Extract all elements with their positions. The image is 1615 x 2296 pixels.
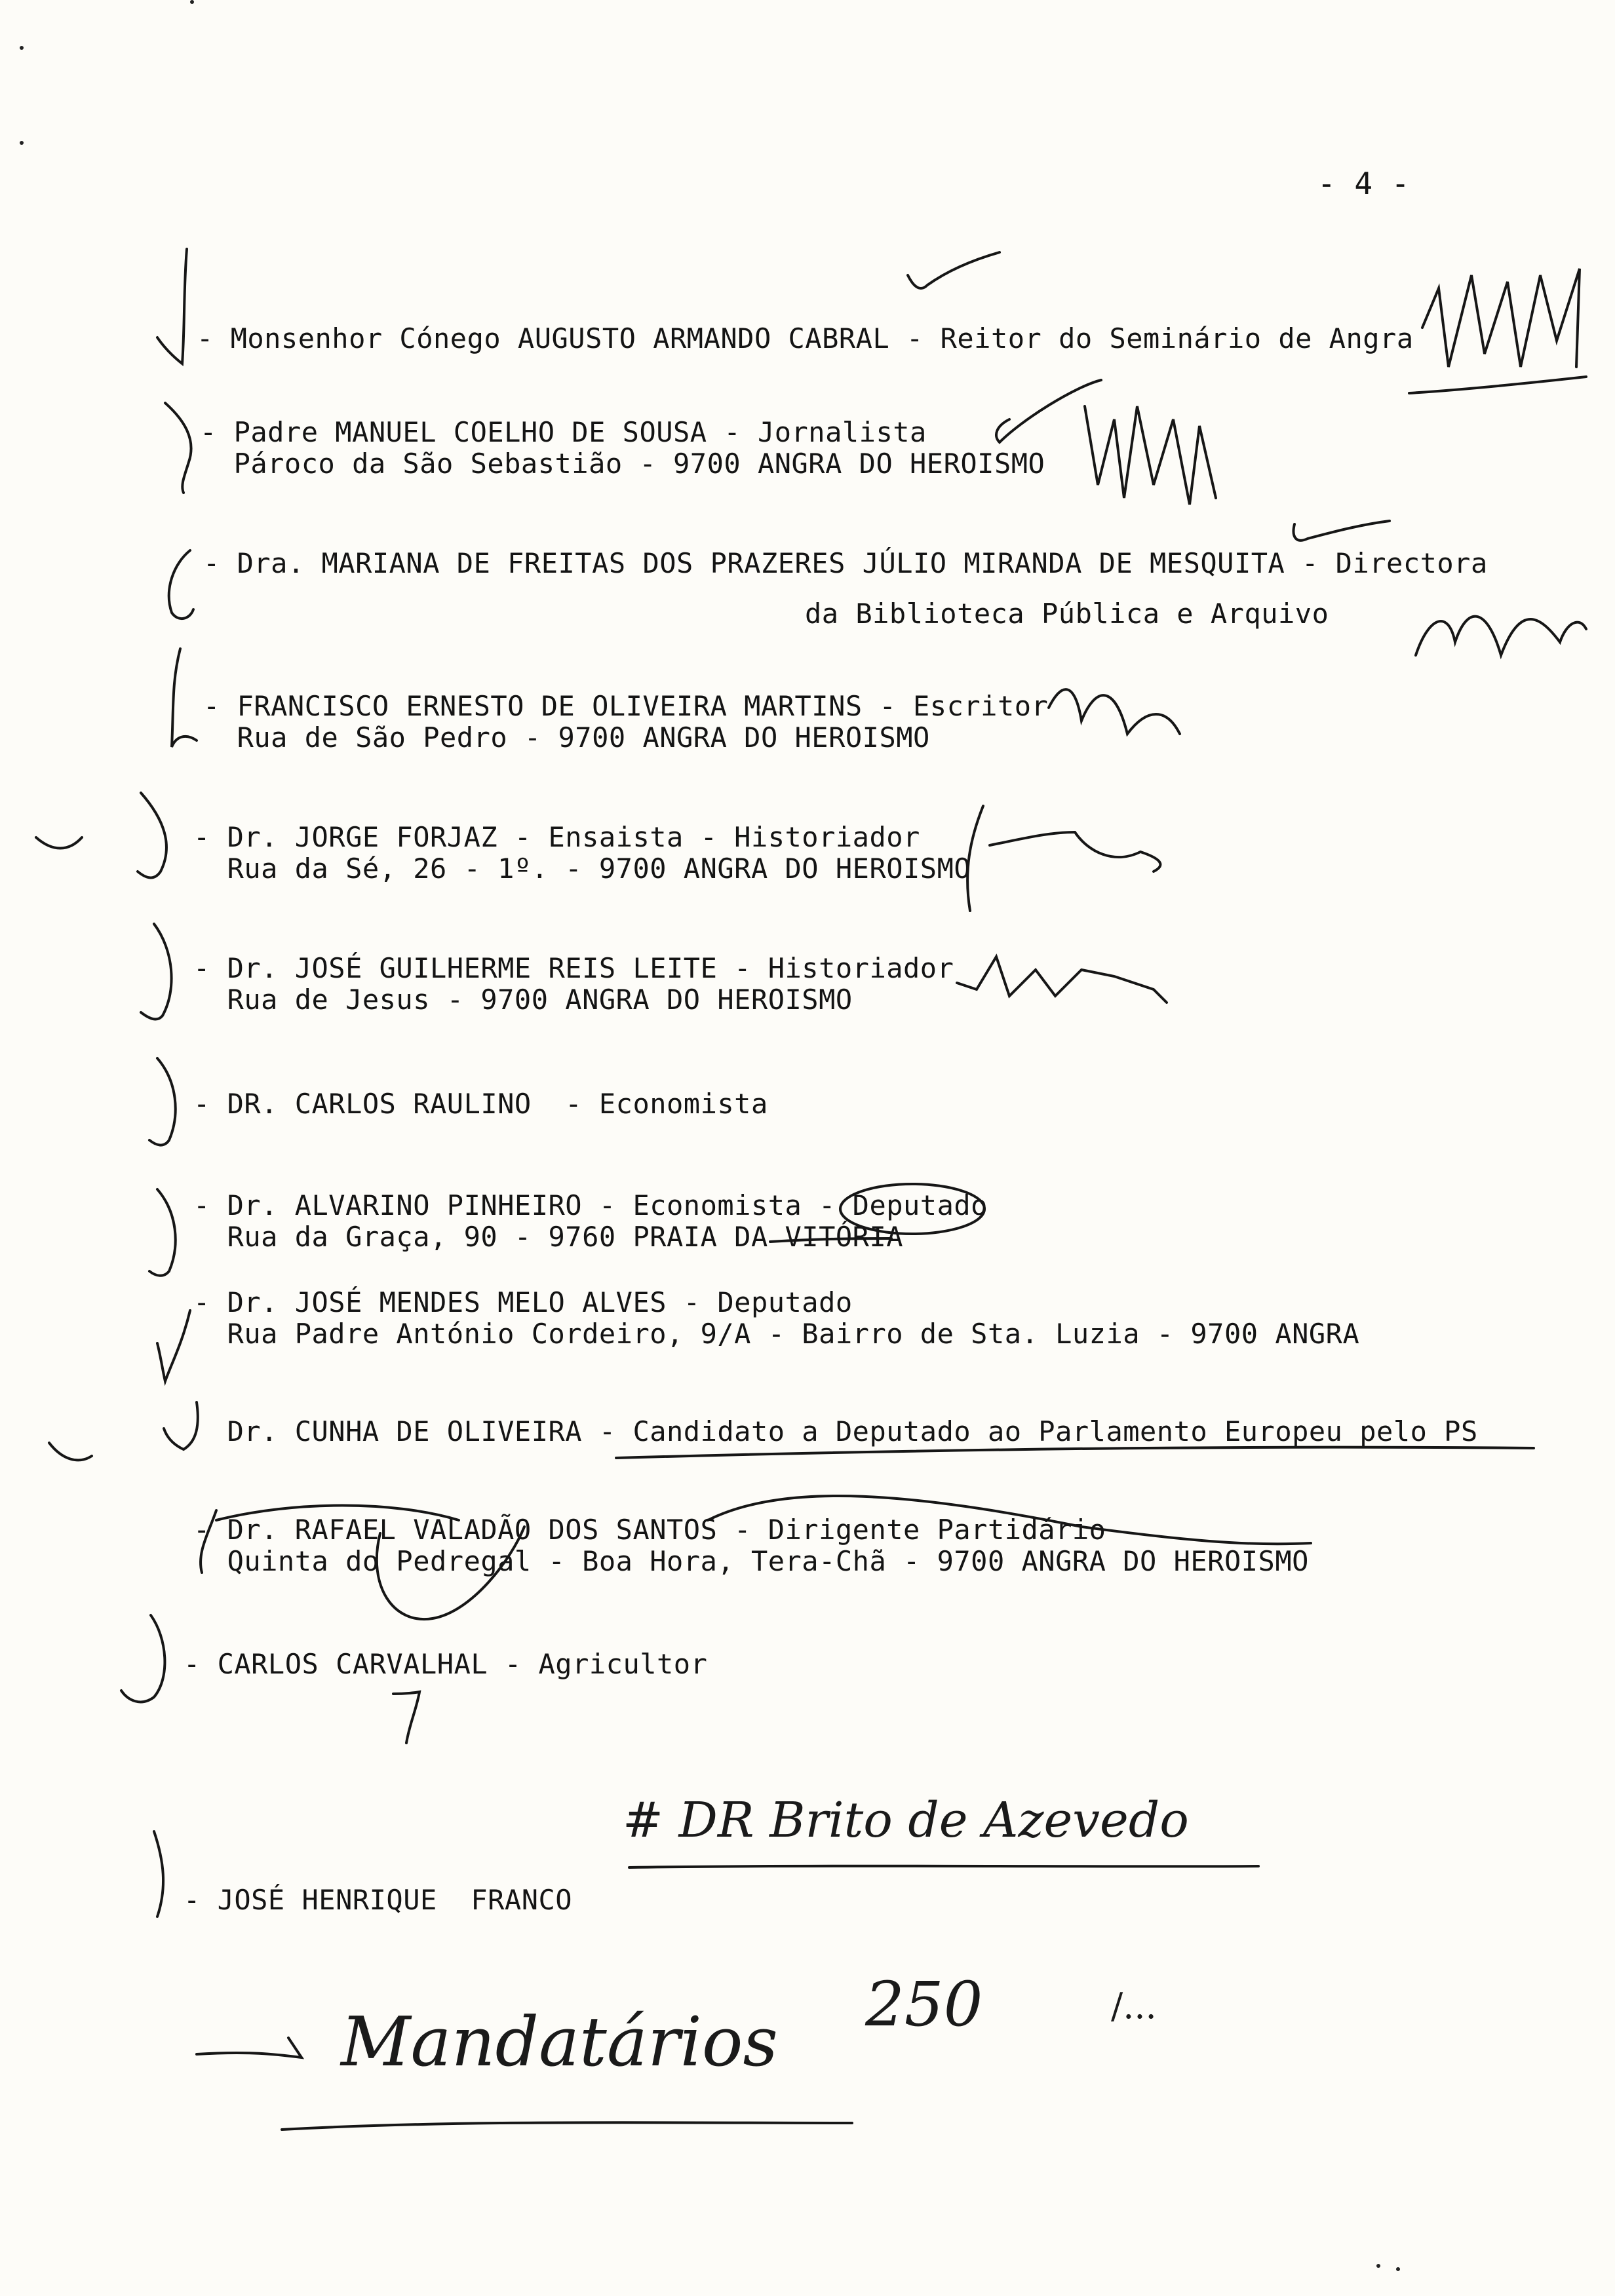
signature xyxy=(967,806,1160,911)
entry-6-line-2: Rua de Jesus - 9700 ANGRA DO HEROISMO xyxy=(193,984,853,1016)
margin-bracket xyxy=(141,924,172,1019)
ink-dot xyxy=(190,0,194,4)
entry-3-line-1: - Dra. MARIANA DE FREITAS DOS PRAZERES JÚLIO MIRANDA DE MESQUITA - Directora xyxy=(203,547,1488,579)
underline xyxy=(629,1866,1258,1867)
check-mark xyxy=(996,380,1101,442)
margin-bracket xyxy=(138,793,166,877)
entry-3-line-2: da Biblioteca Pública e Arquivo xyxy=(805,598,1329,630)
entry-13-line-1: - JOSÉ HENRIQUE FRANCO xyxy=(184,1884,573,1916)
check-mark xyxy=(908,252,1000,288)
arrow-mark xyxy=(197,2038,302,2057)
entry-4-line-2: Rua de São Pedro - 9700 ANGRA DO HEROISMO xyxy=(203,721,930,754)
entry-9-line-1: - Dr. JOSÉ MENDES MELO ALVES - Deputado xyxy=(193,1286,853,1318)
mark-seven xyxy=(393,1692,419,1743)
margin-bracket xyxy=(121,1615,165,1702)
entry-1-line-1: - Monsenhor Cónego AUGUSTO ARMANDO CABRAL - Reitor do Seminário de Angra xyxy=(197,322,1414,354)
signature xyxy=(1416,617,1586,655)
margin-bracket xyxy=(149,1058,176,1145)
entry-11-line-2: Quinta do Pedregal - Boa Hora, Tera-Chã - 9700 ANGRA DO HEROISMO xyxy=(193,1545,1309,1577)
signature xyxy=(1049,689,1180,734)
continuation-mark: /... xyxy=(1111,1985,1157,2027)
signature xyxy=(1422,269,1580,367)
margin-bracket xyxy=(149,1189,176,1276)
page-number: - 4 - xyxy=(1317,166,1410,201)
entry-11-line-1: - Dr. RAFAEL VALADÃO DOS SANTOS - Dirigente Partidário xyxy=(193,1514,1106,1546)
entry-12-line-1: - CARLOS CARVALHAL - Agricultor xyxy=(184,1648,708,1680)
handwritten-note-number: 250 xyxy=(865,1969,983,2040)
entry-6-line-1: - Dr. JOSÉ GUILHERME REIS LEITE - Historiador xyxy=(193,952,954,984)
margin-bracket xyxy=(154,1831,163,1917)
entry-5-line-2: Rua da Sé, 26 - 1º. - 9700 ANGRA DO HEROISMO xyxy=(193,852,971,885)
entry-8-line-2: Rua da Graça, 90 - 9760 PRAIA DA VITÓRIA xyxy=(193,1221,904,1253)
margin-bracket xyxy=(157,249,187,364)
ink-dot xyxy=(20,46,24,50)
entry-9-line-2: Rua Padre António Cordeiro, 9/A - Bairro de Sta. Luzia - 9700 ANGRA xyxy=(193,1318,1360,1350)
entry-10-line-1: Dr. CUNHA DE OLIVEIRA - Candidato a Deputado ao Parlamento Europeu pelo PS xyxy=(193,1415,1478,1447)
margin-bracket xyxy=(157,1311,190,1381)
margin-bracket xyxy=(169,550,193,619)
underline xyxy=(616,1447,1534,1458)
entry-2-line-1: - Padre MANUEL COELHO DE SOUSA - Jornalista xyxy=(200,416,927,448)
signature xyxy=(1409,377,1586,393)
check-mark xyxy=(1294,521,1390,541)
entry-2-line-2: Pároco da São Sebastião - 9700 ANGRA DO HEROISMO xyxy=(200,448,1045,480)
margin-bracket xyxy=(172,649,197,747)
entry-8-line-1: - Dr. ALVARINO PINHEIRO - Economista - Deputado xyxy=(193,1189,988,1221)
margin-bracket xyxy=(36,837,82,849)
entry-4-line-1: - FRANCISCO ERNESTO DE OLIVEIRA MARTINS - Escritor xyxy=(203,690,1049,722)
ink-dot xyxy=(1396,2267,1400,2271)
ink-dot xyxy=(1376,2264,1380,2268)
handwritten-note-name: # DR Brito de Azevedo xyxy=(623,1792,1189,1848)
margin-bracket xyxy=(49,1443,92,1460)
entry-5-line-1: - Dr. JORGE FORJAZ - Ensaista - Historiador xyxy=(193,821,920,853)
underline xyxy=(282,2122,852,2130)
signature xyxy=(957,957,1167,1003)
signature xyxy=(1085,406,1216,505)
ink-dot xyxy=(20,141,24,145)
entry-7-line-1: - DR. CARLOS RAULINO - Economista xyxy=(193,1088,768,1120)
handwritten-note-mandatarios: Mandatários xyxy=(341,2002,778,2082)
margin-bracket xyxy=(165,403,191,493)
